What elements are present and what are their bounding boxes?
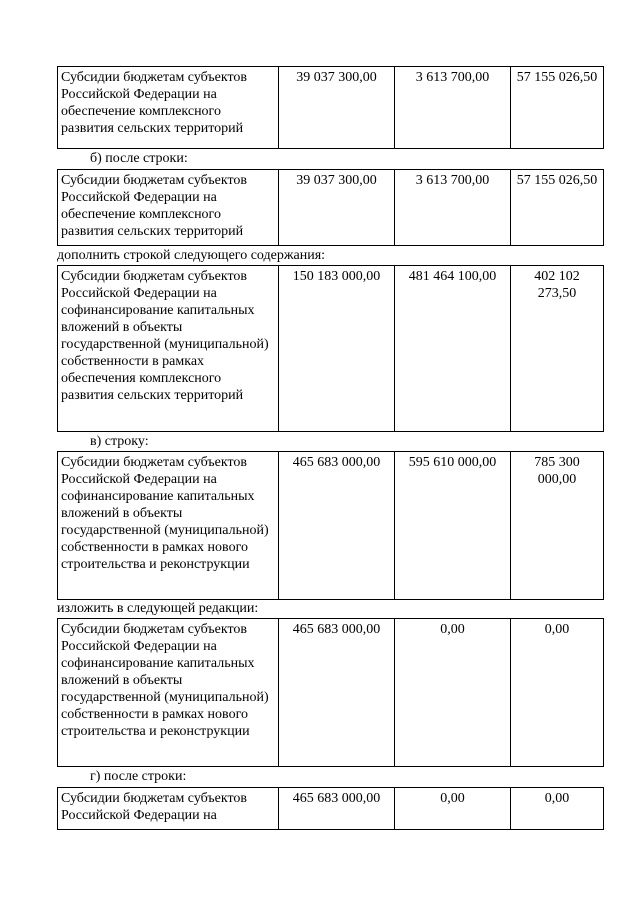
- amount-col-3: 57 155 026,50: [511, 170, 604, 246]
- instruction-after-line-b: б) после строки:: [90, 151, 188, 166]
- amount-col-2: 595 610 000,00: [395, 452, 511, 600]
- amount-col-1: 465 683 000,00: [279, 788, 395, 830]
- amount-col-3: 0,00: [511, 619, 604, 767]
- budget-row-2: [57, 169, 604, 246]
- subsidy-name: Субсидии бюджетам субъектов Российской Федерации на обеспечение комплексного развития сельских территорий: [58, 170, 279, 246]
- amount-col-2: 481 464 100,00: [395, 266, 511, 432]
- amount-col-1: 150 183 000,00: [279, 266, 395, 432]
- amount-col-1: 465 683 000,00: [279, 619, 395, 767]
- instruction-add-line: дополнить строкой следующего содержания:: [57, 248, 326, 263]
- subsidy-name: Субсидии бюджетам субъектов Российской Федерации на софинансирование капитальных вложений в объекты государственной (муниципальной) собственности в рамках обеспечения комплексного развития сельских территорий: [58, 266, 279, 432]
- amount-col-3: 57 155 026,50: [511, 67, 604, 149]
- amount-col-3: 402 102 273,50: [511, 266, 604, 432]
- budget-row-4: [57, 451, 604, 600]
- subsidy-name: Субсидии бюджетам субъектов Российской Федерации на софинансирование капитальных вложений в объекты государственной (муниципальной) собственности в рамках нового строительства и реконструкции: [58, 619, 279, 767]
- instruction-state-as: изложить в следующей редакции:: [57, 601, 259, 616]
- amount-col-2: 0,00: [395, 788, 511, 830]
- subsidy-name: Субсидии бюджетам субъектов Российской Федерации на: [58, 788, 279, 830]
- amount-col-3: 0,00: [511, 788, 604, 830]
- amount-col-2: 3 613 700,00: [395, 67, 511, 149]
- subsidy-name: Субсидии бюджетам субъектов Российской Федерации на софинансирование капитальных вложений в объекты государственной (муниципальной) собственности в рамках нового строительства и реконструкции: [58, 452, 279, 600]
- amount-col-2: 0,00: [395, 619, 511, 767]
- budget-row-6: [57, 787, 604, 830]
- amount-col-1: 465 683 000,00: [279, 452, 395, 600]
- budget-row-3: [57, 265, 604, 432]
- amount-col-1: 39 037 300,00: [279, 67, 395, 149]
- budget-row-1: [57, 66, 604, 149]
- instruction-after-line-g: г) после строки:: [90, 769, 187, 784]
- amount-col-1: 39 037 300,00: [279, 170, 395, 246]
- subsidy-name: Субсидии бюджетам субъектов Российской Федерации на обеспечение комплексного развития сельских территорий: [58, 67, 279, 149]
- amount-col-3: 785 300 000,00: [511, 452, 604, 600]
- amount-col-2: 3 613 700,00: [395, 170, 511, 246]
- budget-row-5: [57, 618, 604, 767]
- instruction-line-v: в) строку:: [90, 434, 149, 449]
